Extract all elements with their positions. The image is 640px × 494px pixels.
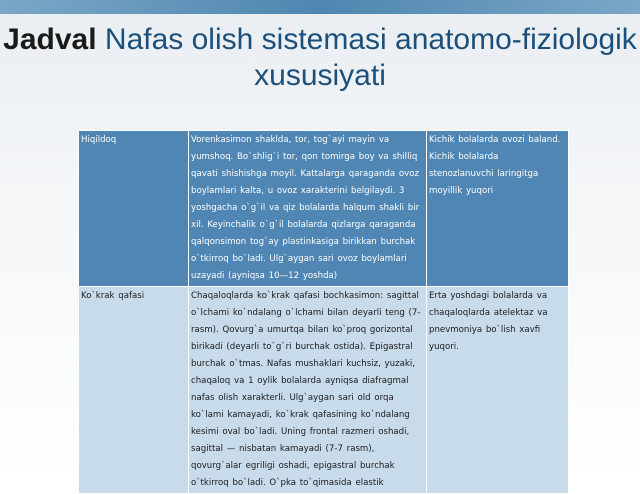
organ-name: Ko`krak qafasi	[81, 291, 145, 301]
note-cell	[427, 131, 569, 287]
organ-note: Kichik bolalarda ovozi baland. Kichik bolalarda stenozlanuvchi laringitga moyillik yuqori	[429, 135, 561, 196]
slide-title-bold: Jadval	[3, 23, 97, 56]
table-container	[78, 130, 568, 488]
organ-cell	[79, 287, 189, 494]
slide-top-bar	[0, 0, 640, 14]
table-row	[79, 287, 569, 494]
slide-title	[0, 22, 640, 94]
description-cell	[189, 131, 427, 287]
organ-cell	[79, 131, 189, 287]
organ-description: Chaqaloqlarda ko`krak qafasi bochkasimon: sagittal o`lchami ko`ndalang o`lchami bilan deyarli teng (7-rasm). Qovurg`a umurtqa bilan ko`proq gorizontal birikadi (deyarli to`g`ri burchak ostida). Epigastral burchak o`tmas. Nafas mushaklari kuchsiz, yuzaki, chaqaloq va 1 oylik bolalarda ayniqsa diafragmal nafas olish xarakterli. Ulg`aygan sari old orqa ko`lami kamayadi, ko`krak qafasining ko`ndalang kesimi oval bo`ladi. Uning frontal razmeri oshadi, sagittal — nisbatan kamayadi (7-7 rasm), qovurg`alar egriligi oshadi, epigastral burchak o`tkirroq bo`ladi. O`pka to`qimasida elastik	[191, 291, 421, 488]
table-row	[79, 131, 569, 287]
slide-title-rest: Nafas olish sistemasi anatomo-fiziologik xususiyati	[96, 23, 637, 92]
organ-name: Hiqildoq	[81, 135, 117, 145]
anatomy-table	[78, 130, 569, 494]
description-cell	[189, 287, 427, 494]
note-cell	[427, 287, 569, 494]
organ-note: Erta yoshdagi bolalarda va chaqaloqlarda atelektaz va pnevmoniya bo`lish xavfi yuqori.	[429, 291, 548, 352]
organ-description: Vorenkasimon shaklda, tor, tog`ayi mayin va yumshoq. Bo`shlig`i tor, qon tomirga boy va shilliq qavati shishishga moyil. Kattalarga qaraganda ovoz boylamlari kalta, u ovoz xarakterini belgilaydi. 3 yoshgacha o`g`il va qiz bolalarda halqum shakli bir xil. Keyinchalik o`g`il bolalarda qizlarga qaraganda qalqonsimon tog`ay plastinkasiga birikkan burchak o`tkirroq bo`ladi. Ulg`aygan sari ovoz boylamlari uzayadi (ayniqsa 10—12 yoshda)	[191, 135, 420, 281]
